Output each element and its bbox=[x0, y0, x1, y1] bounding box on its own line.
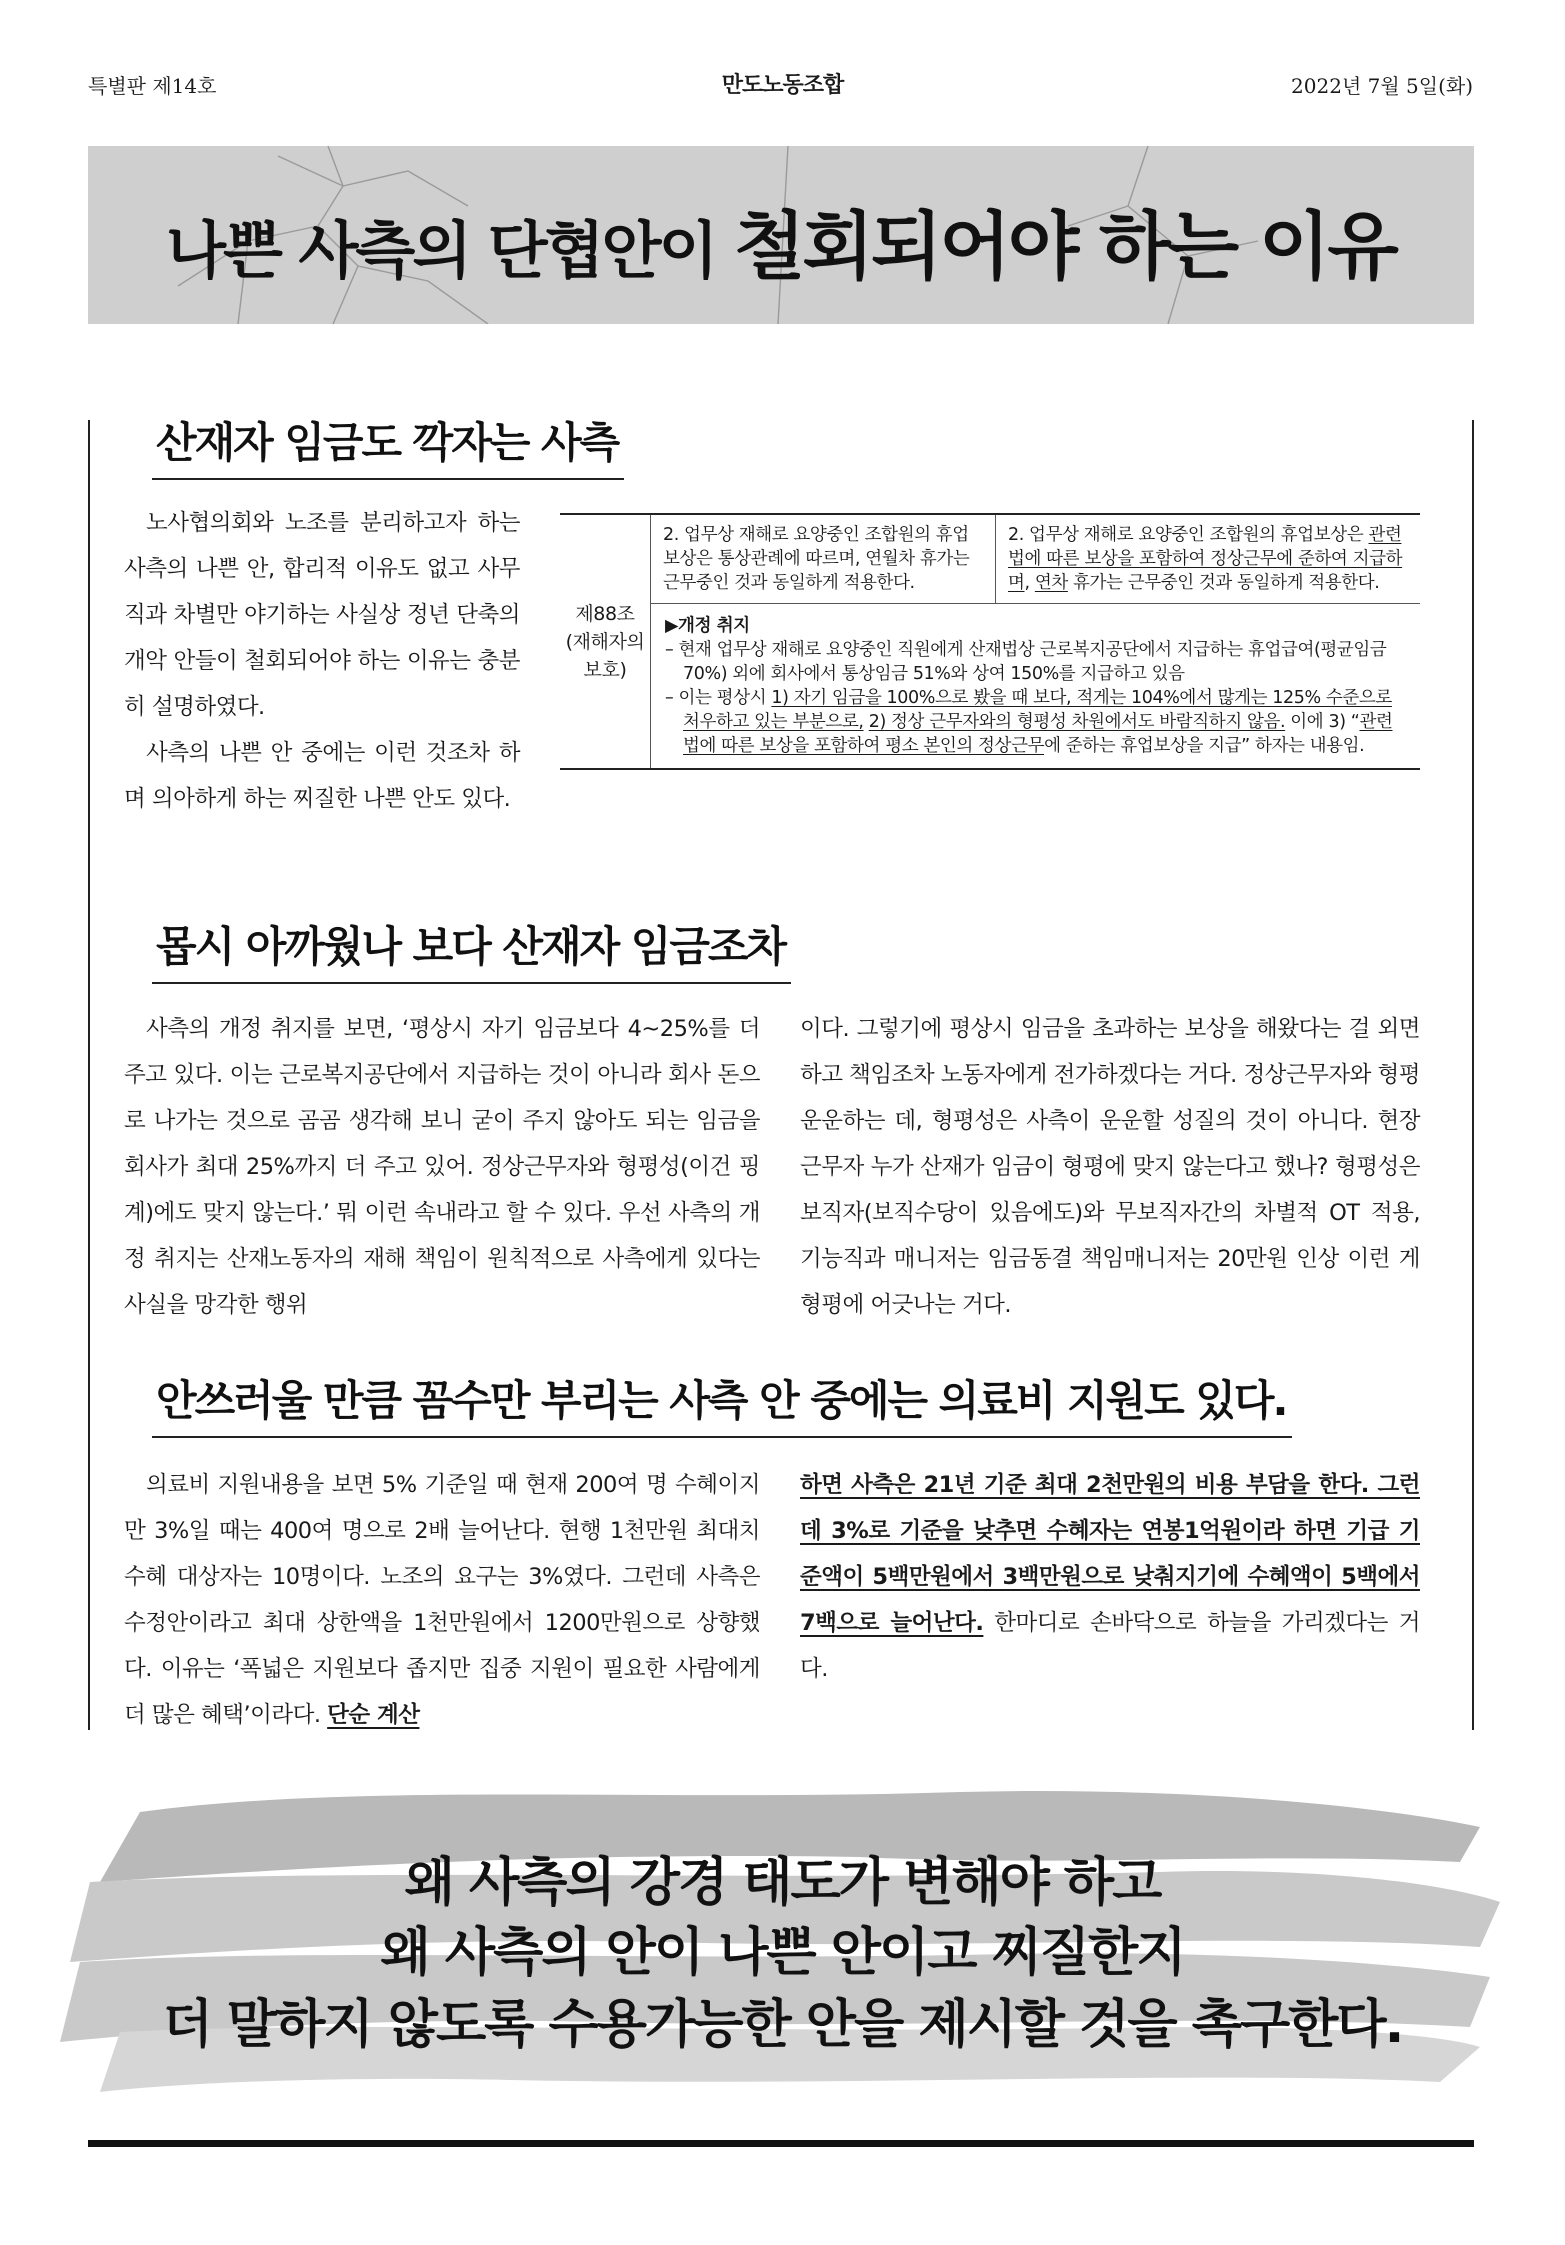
section2-heading: 몹시 아까웠나 보다 산재자 임금조차 bbox=[152, 914, 791, 984]
section3-emphasis: 하면 사측은 21년 기준 최대 2천만원의 비용 부담을 한다. 그런데 3%로 기준을 낮추면 수혜자는 연봉1억원이라 하면 기급 기준액이 5백만원에서 3백만원으로 낮춰지기에 수혜액이 5백에서 7백으로 늘어난다. bbox=[800, 1472, 1420, 1636]
proposed-clause bbox=[996, 515, 1421, 604]
revision-rationale bbox=[651, 604, 1421, 769]
rationale-text: 에 준하는 휴업보상을 지급” 하자는 내용임. bbox=[1044, 736, 1365, 756]
section1-body bbox=[124, 500, 520, 822]
issue-date: 2022년 7월 5일(화) bbox=[1291, 74, 1473, 98]
rationale-line-1: – 현재 업무상 재해로 요양중인 직원에게 산재법상 근로복지공단에서 지급하는 휴업급여(평균임금 70%) 외에 회사에서 통상임금 51%와 상여 150%를 지급하고 있음 bbox=[665, 640, 1387, 684]
closing-line-3: 더 말하지 않도록 수용가능한 안을 제시할 것을 촉구한다. bbox=[162, 1995, 1403, 2055]
section2-column-1: 사측의 개정 취지를 보면, ‘평상시 자기 임금보다 4~25%를 더 주고 있다. 이는 근로복지공단에서 지급하는 것이 아니라 회사 돈으로 나가는 것으로 곰곰 생각해 보니 굳이 주지 않아도 되는 임금을 회사가 최대 25%까지 더 주고 있어. 정상근무자와 형평성(이건 핑계)에도 맞지 않는다.’ 뭐 이런 속내라고 할 수 있다. 우선 사측의 개정 취지는 산재노동자의 재해 책임이 원칙적으로 사측에게 있다는 사실을 망각한 행위 bbox=[124, 1016, 760, 1318]
proposed-clause-text: 휴가는 근무중인 것과 동일하게 적용한다. bbox=[1067, 573, 1380, 593]
bottom-rule bbox=[88, 2140, 1474, 2147]
rationale-underline: 1) 자기 임금을 100%으로 봤을 때 보다, 적게는 104%에서 많게는 125% 수준으로 처우하고 있는 부분으로, bbox=[683, 688, 1392, 732]
section3-text: 의료비 지원내용을 보면 5% 기준일 때 현재 200여 명 수혜이지만 3%일 때는 400여 명으로 2배 늘어난다. 현행 1천만원 최대치 수혜 대상자는 10명이다. 노조의 요구는 3%였다. 그런데 사측은 수정안이라고 최대 상한액을 1천만원에서 1200만원으로 상향했다. 이유는 ‘폭넓은 지원보다 좁지만 집중 지원이 필요한 사람에게 더 많은 혜택’이라다. bbox=[124, 1472, 760, 1728]
frame-left-line bbox=[88, 420, 90, 1730]
section1-heading: 산재자 임금도 깍자는 사측 bbox=[152, 410, 624, 480]
rationale-text: – 이는 평상시 bbox=[665, 688, 772, 708]
publisher-name: 만도노동조합 bbox=[721, 73, 844, 98]
main-title-part2: 철회되어야 하는 이유 bbox=[733, 204, 1396, 290]
rationale-title: ▶개정 취지 bbox=[665, 616, 750, 636]
proposed-clause-underline: 관련법에 따른 보상을 포함하여 정상근무에 준하여 지급하며 bbox=[1008, 525, 1403, 593]
proposed-clause-text: 2. 업무상 재해로 요양중인 조합원의 휴업보상은 bbox=[1008, 525, 1369, 545]
rationale-underline: 2) 정상 근무자와의 형평성 차원에서도 바람직하지 않음. bbox=[868, 712, 1286, 732]
frame-right-line bbox=[1472, 420, 1474, 1730]
section1-paragraph-1: 노사협의회와 노조를 분리하고자 하는 사측의 나쁜 안, 합리적 이유도 없고 사무직과 차별만 야기하는 사실상 정년 단축의 개악 안들이 철회되어야 하는 이유는 충분히 설명하였다. bbox=[124, 510, 520, 720]
section3-text: 한마디로 손바닥으로 하늘을 가리겠다는 거다. bbox=[800, 1610, 1420, 1682]
section3-column-2 bbox=[800, 1462, 1420, 1692]
main-title bbox=[88, 188, 1474, 294]
section3-heading: 안쓰러울 만큼 꼼수만 부리는 사측 안 중에는 의료비 지원도 있다. bbox=[152, 1368, 1292, 1438]
clause-label: 제88조 (재해자의 보호) bbox=[560, 515, 651, 768]
closing-line-1: 왜 사측의 강경 태도가 변해야 하고 bbox=[404, 1853, 1161, 1913]
section1-paragraph-2: 사측의 나쁜 안 중에는 이런 것조차 하며 의아하게 하는 찌질한 나쁜 안도 있다. bbox=[124, 740, 520, 812]
rationale-underline: 관련법에 따른 보상을 포함하여 평소 본인의 정상근무 bbox=[683, 712, 1393, 756]
closing-line-2: 왜 사측의 안이 나쁜 안이고 찌질한지 bbox=[380, 1923, 1185, 1983]
rationale-text: 이에 3) “ bbox=[1285, 712, 1360, 732]
rationale-line-2 bbox=[665, 686, 1406, 758]
proposed-clause-underline: 연차 bbox=[1034, 573, 1068, 593]
current-clause: 2. 업무상 재해로 요양중인 조합원의 휴업보상은 통상관례에 따르며, 연월차 휴가는 근무중인 것과 동일하게 적용한다. bbox=[651, 515, 996, 604]
title-banner bbox=[88, 146, 1474, 324]
clause-comparison-table bbox=[560, 513, 1420, 770]
section3-emphasis: 단순 계산 bbox=[327, 1702, 420, 1728]
main-title-part1: 나쁜 사측의 단협안이 bbox=[166, 214, 734, 287]
section3-column-1 bbox=[124, 1462, 760, 1738]
section2-column-2: 이다. 그렇기에 평상시 임금을 초과하는 보상을 해왔다는 걸 외면하고 책임조차 노동자에게 전가하겠다는 거다. 정상근무자와 형평 운운하는 데, 형평성은 사측이 운운할 성질의 것이 아니다. 현장 근무자 누가 산재가 임금이 형평에 맞지 않는다고 했나? 형평성은 보직자(보직수당이 있음에도)와 무보직자간의 차별적 OT 적용, 기능직과 매니저는 임금동결 책임매니저는 20만원 인상 이런 게 형평에 어긋나는 거다. bbox=[800, 1016, 1420, 1318]
proposed-clause-text: , bbox=[1024, 573, 1035, 593]
edition-label: 특별판 제14호 bbox=[88, 74, 217, 98]
